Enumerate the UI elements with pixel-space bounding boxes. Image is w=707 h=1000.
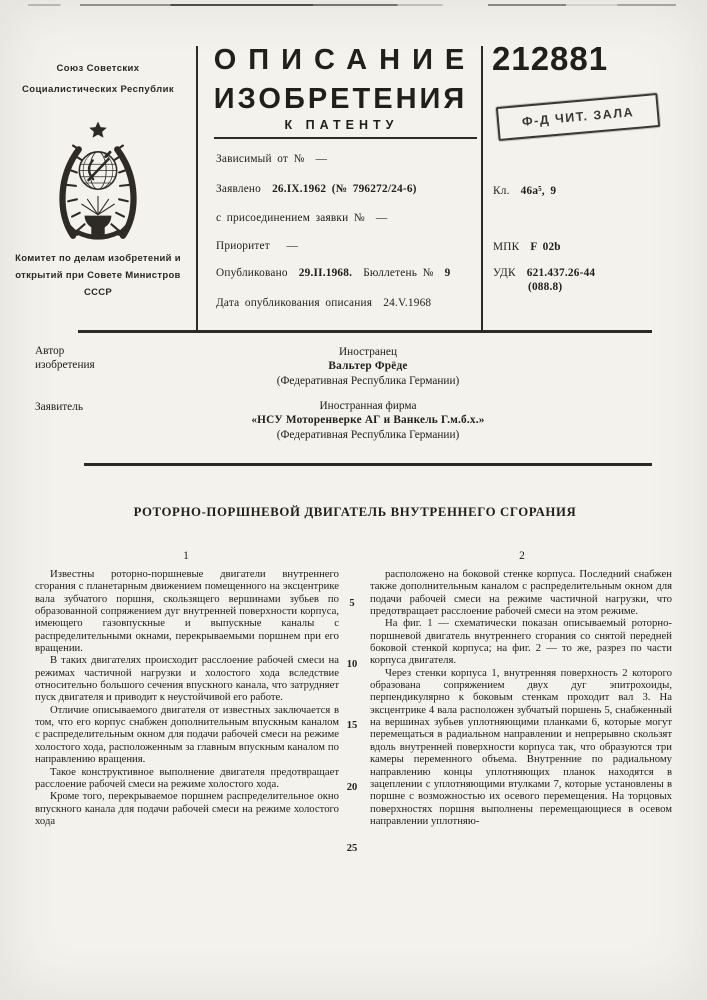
- masthead-divider-right: [481, 46, 483, 332]
- column-2-number: 2: [519, 550, 525, 562]
- invention-title: РОТОРНО-ПОРШНЕВОЙ ДВИГАТЕЛЬ ВНУТРЕННЕГО СГОРАНИЯ: [133, 505, 577, 519]
- scan-artifact-line: [28, 4, 676, 6]
- field-priority-value: —: [286, 240, 298, 252]
- paragraph: расположено на боковой стенке корпуса. Последний снабжен также дополнительным каналом с распределительным окном для подачи рабочей смеси на режиме частичной нагрузки, что предотвращает расслоение рабочей смеси на этом режиме.: [370, 568, 672, 618]
- field-bulletin-value: 9: [444, 267, 451, 279]
- masthead-rule: [214, 137, 477, 139]
- field-dependent: [216, 153, 327, 165]
- applicant-origin: Иностранная фирма: [319, 400, 417, 412]
- field-filed-label: Заявлено: [216, 183, 262, 195]
- field-dependent-value: —: [315, 153, 328, 165]
- applicant-name: «НСУ Моторенверке АГ и Ванкель Г.м.б.х.»: [251, 414, 485, 427]
- field-ipc: [493, 241, 561, 253]
- paragraph: Такое конструктивное выполнение двигателя предотвращает расслоение рабочей смеси на режиме холостого хода.: [35, 765, 339, 790]
- paragraph: Отличие описываемого двигателя от известных заключается в том, что его корпус снабжен дополнительным впускным каналом с распределительным окном для подачи рабочей смеси на режиме холостого хода, расположенным за главным впускным каналом по направлению вращения.: [35, 703, 339, 766]
- paragraph: Через стенки корпуса 1, внутренняя поверхность 2 которого образована сопряжением двух дуг эпитрохоиды, перпендикулярно к боковым стенкам проходит вал 3. На эксцентрике 4 вала расположен зубчатый поршень 5, снабженный на вершинах зубьев уплотняющими планками 6, которые могут перемещаться в радиальном направлении и непрерывно скользят вдоль внутренней поверхности корпуса так, что образуются три камеры переменного объема. Внутренние по радиальному направлению концы уплотняющих планок находятся в зацеплении с уплотняющими втулками 7, которые установлены в поршне с возможностью их осевого перемещения. На торцовых поверхностях поршня выполнены перемещающиеся в осевом направлении уплотняю-: [370, 666, 672, 827]
- body-column-1: [35, 568, 339, 827]
- line-number-15: 15: [346, 720, 358, 731]
- line-number-20: 20: [346, 782, 358, 793]
- field-published-label: Опубликовано: [216, 267, 288, 279]
- line-number-25: 25: [346, 843, 358, 854]
- field-priority: [216, 240, 298, 252]
- field-dependent-label: Зависимый от №: [216, 153, 305, 165]
- committee-name: Комитет по делам изобретений и открытий при Совете Министров СССР: [15, 253, 181, 298]
- paragraph: Кроме того, перекрываемое поршнем распределительное окно впускного канала для подачи рабочей смеси на режиме холостого хода: [35, 790, 339, 827]
- field-published: [216, 267, 451, 279]
- separator-rule-bottom: [84, 463, 652, 466]
- doc-type-izobreteniya: ИЗОБРЕТЕНИЯ: [213, 83, 468, 115]
- line-number-10: 10: [346, 659, 358, 670]
- field-udc-secondary-value: (088.8): [528, 281, 563, 293]
- field-udc-secondary: [528, 281, 562, 293]
- author-label: Автор изобретения: [35, 345, 95, 371]
- field-desc-date-label: Дата опубликования описания: [216, 297, 373, 309]
- field-class-label: Кл.: [493, 185, 510, 197]
- field-class: [493, 185, 556, 197]
- doc-type-k-patentu: К ПАТЕНТУ: [284, 118, 399, 132]
- field-joined: [216, 212, 387, 224]
- body-column-2: [370, 568, 672, 827]
- field-joined-label: с присоединением заявки №: [216, 212, 365, 224]
- field-joined-value: —: [375, 212, 388, 224]
- field-udc-label: УДК: [493, 267, 516, 279]
- field-filed: [216, 183, 417, 195]
- applicant-label: Заявитель: [35, 401, 83, 413]
- paragraph: Известны роторно-поршневые двигатели внутреннего сгорания с планетарным движением помещенного на эксцентрике вала зубчатого поршня, скользящего вершинами зубьев по образованной сопряжением дуг внутренней поверхности корпуса, имеющего газовпускные и выпускные каналы с распределительными окнами, перекрываемыми поршнем при его вращении.: [35, 568, 339, 655]
- library-stamp: [496, 93, 660, 141]
- author-origin: Иностранец: [339, 346, 397, 358]
- paragraph: На фиг. 1 — схематически показан описываемый роторно-поршневой двигатель внутреннего сгорания со снятой передней боковой стенкой корпуса; на фиг. 2 — то же, разрез по части корпуса двигателя.: [370, 617, 672, 667]
- author-name: Вальтер Фрёде: [328, 360, 408, 373]
- field-desc-date: [216, 297, 431, 309]
- patent-number: 212881: [492, 40, 609, 77]
- column-1-number: 1: [183, 550, 189, 562]
- ussr-emblem-icon: [50, 118, 146, 253]
- author-country: (Федеративная Республика Германии): [276, 374, 460, 387]
- field-ipc-label: МПК: [493, 241, 520, 253]
- field-udc: [493, 267, 595, 279]
- author-block: [80, 345, 656, 388]
- doc-type-opisanie: ОПИСАНИЕ: [213, 44, 477, 76]
- field-class-value: 46a⁵, 9: [520, 185, 557, 197]
- field-filed-value: 26.IX.1962 (№ 796272/24-6): [272, 183, 417, 195]
- field-bulletin-label: Бюллетень №: [363, 267, 434, 279]
- paragraph: В таких двигателях происходит расслоение рабочей смеси на режимах частичной нагрузки и холостого хода вследствие относительно большого сечения впускного канала, что затрудняет пуск двигателя и приводит к неустойчивой его работе.: [35, 654, 339, 704]
- library-stamp-text: Ф-Д ЧИТ. ЗАЛА: [521, 105, 635, 129]
- field-udc-value: 621.437.26-44: [526, 267, 596, 279]
- field-priority-label: Приоритет: [216, 240, 270, 252]
- field-desc-date-value: 24.V.1968: [383, 297, 432, 309]
- applicant-country: (Федеративная Республика Германии): [276, 428, 460, 441]
- field-published-date: 29.II.1968.: [298, 267, 353, 279]
- line-number-5: 5: [349, 598, 355, 609]
- separator-rule-top: [78, 330, 652, 333]
- union-name: Союз Советских Социалистических Республик: [22, 63, 174, 95]
- field-ipc-value: F 02b: [530, 241, 561, 253]
- applicant-block: [80, 399, 656, 442]
